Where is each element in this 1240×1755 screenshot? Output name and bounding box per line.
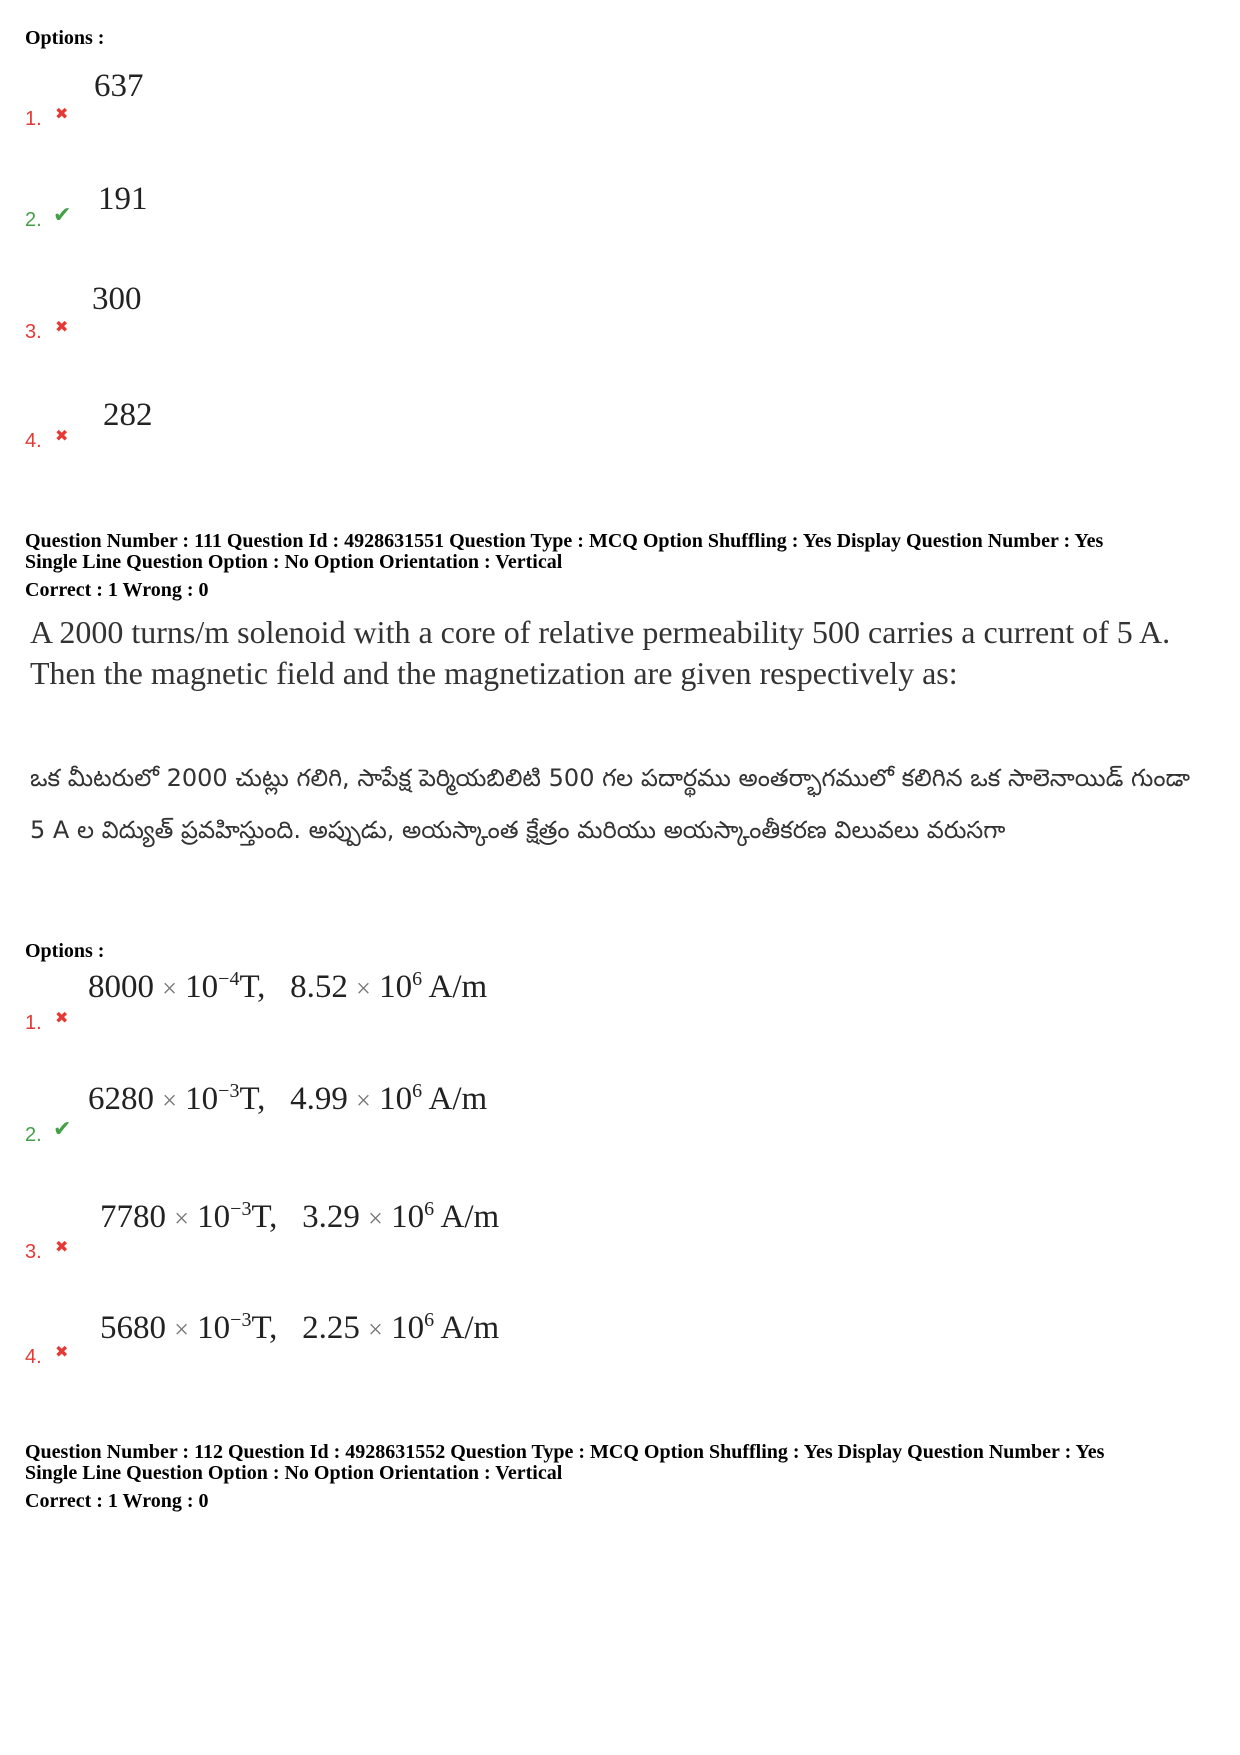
- magnetization-exponent: 6: [412, 968, 423, 990]
- magnetization-unit: A/m: [422, 1081, 488, 1117]
- times-symbol: ×: [174, 1315, 189, 1344]
- question-text-telugu: ఒక మీటరులో 2000 చుట్లు గలిగి, సాపేక్ష పెర్మియబిలిటి 500 గల పదార్థము అంతర్భాగములో కలిగిన ఒక సాలెనాయిడ్ గుండా 5 A ల విద్యుత్ ప్రవహిస్తుంది. అప్పుడు, అయస్కాంత క్షేత్రం మరియు అయస్కాంతీకరణ విలువలు వరుసగా: [30, 764, 1190, 844]
- option-value: 191: [98, 181, 148, 217]
- correct-mark-icon: ✔: [53, 1117, 72, 1142]
- field-mantissa: 7780: [100, 1199, 166, 1235]
- option-number: 2.: [25, 1124, 42, 1146]
- option-number: 4.: [25, 430, 42, 452]
- wrong-mark-icon: ✖: [55, 426, 69, 445]
- base-ten: 10: [185, 1081, 219, 1117]
- option-number: 3.: [25, 1241, 42, 1263]
- magnetization-unit: A/m: [434, 1310, 500, 1346]
- times-symbol: ×: [356, 974, 371, 1003]
- times-symbol: ×: [368, 1315, 383, 1344]
- option-number: 1.: [25, 1012, 42, 1034]
- option-number: 4.: [25, 1346, 42, 1368]
- option-expression: [100, 1198, 499, 1236]
- field-mantissa: 8000: [88, 969, 154, 1005]
- question-meta-line1: Question Number : 112 Question Id : 4928631552 Question Type : MCQ Option Shuffling : Yes Display Question Number : Yes: [25, 1441, 1105, 1463]
- question-marks: Correct : 1 Wrong : 0: [25, 579, 209, 601]
- magnetization-unit: A/m: [434, 1199, 500, 1235]
- times-symbol: ×: [356, 1086, 371, 1115]
- question-meta-line1: Question Number : 111 Question Id : 4928631551 Question Type : MCQ Option Shuffling : Yes Display Question Number : Yes: [25, 530, 1104, 552]
- magnetization-exponent: 6: [424, 1309, 435, 1331]
- option-value: 282: [103, 397, 153, 433]
- wrong-mark-icon: ✖: [55, 1342, 69, 1361]
- times-symbol: ×: [174, 1204, 189, 1233]
- options-label: Options :: [25, 27, 105, 49]
- wrong-mark-icon: ✖: [55, 104, 69, 123]
- field-unit: T,: [239, 1081, 266, 1117]
- magnetization-mantissa: 3.29: [302, 1199, 360, 1235]
- base-ten: 10: [391, 1199, 425, 1235]
- base-ten: 10: [197, 1310, 231, 1346]
- question-marks: Correct : 1 Wrong : 0: [25, 1490, 209, 1512]
- option-number: 1.: [25, 108, 42, 130]
- wrong-mark-icon: ✖: [55, 1008, 69, 1027]
- question-meta-line2: Single Line Question Option : No Option Orientation : Vertical: [25, 551, 563, 573]
- times-symbol: ×: [162, 974, 177, 1003]
- base-ten: 10: [379, 969, 413, 1005]
- magnetization-unit: A/m: [422, 969, 488, 1005]
- field-exponent: −3: [230, 1198, 252, 1220]
- option-value: 300: [92, 281, 142, 317]
- magnetization-mantissa: 8.52: [290, 969, 348, 1005]
- question-text-english: A 2000 turns/m solenoid with a core of relative permeability 500 carries a current of 5 A. Then the magnetic field and the magnetization are given respectively as:: [30, 614, 1171, 691]
- field-unit: T,: [239, 969, 266, 1005]
- option-value: 637: [94, 68, 144, 104]
- magnetization-mantissa: 4.99: [290, 1081, 348, 1117]
- field-exponent: −3: [218, 1080, 240, 1102]
- magnetization-exponent: 6: [424, 1198, 435, 1220]
- magnetization-mantissa: 2.25: [302, 1310, 360, 1346]
- magnetization-exponent: 6: [412, 1080, 423, 1102]
- field-mantissa: 5680: [100, 1310, 166, 1346]
- wrong-mark-icon: ✖: [55, 1237, 69, 1256]
- option-number: 2.: [25, 209, 42, 231]
- field-exponent: −3: [230, 1309, 252, 1331]
- base-ten: 10: [197, 1199, 231, 1235]
- field-exponent: −4: [218, 968, 240, 990]
- times-symbol: ×: [162, 1086, 177, 1115]
- option-number: 3.: [25, 321, 42, 343]
- times-symbol: ×: [368, 1204, 383, 1233]
- base-ten: 10: [185, 969, 219, 1005]
- correct-mark-icon: ✔: [53, 203, 72, 228]
- options-label: Options :: [25, 940, 105, 962]
- wrong-mark-icon: ✖: [55, 317, 69, 336]
- field-unit: T,: [251, 1310, 278, 1346]
- base-ten: 10: [379, 1081, 413, 1117]
- question-meta-line2: Single Line Question Option : No Option Orientation : Vertical: [25, 1462, 563, 1484]
- option-expression: [88, 1080, 487, 1118]
- field-unit: T,: [251, 1199, 278, 1235]
- base-ten: 10: [391, 1310, 425, 1346]
- field-mantissa: 6280: [88, 1081, 154, 1117]
- option-expression: [88, 968, 487, 1006]
- option-expression: [100, 1309, 499, 1347]
